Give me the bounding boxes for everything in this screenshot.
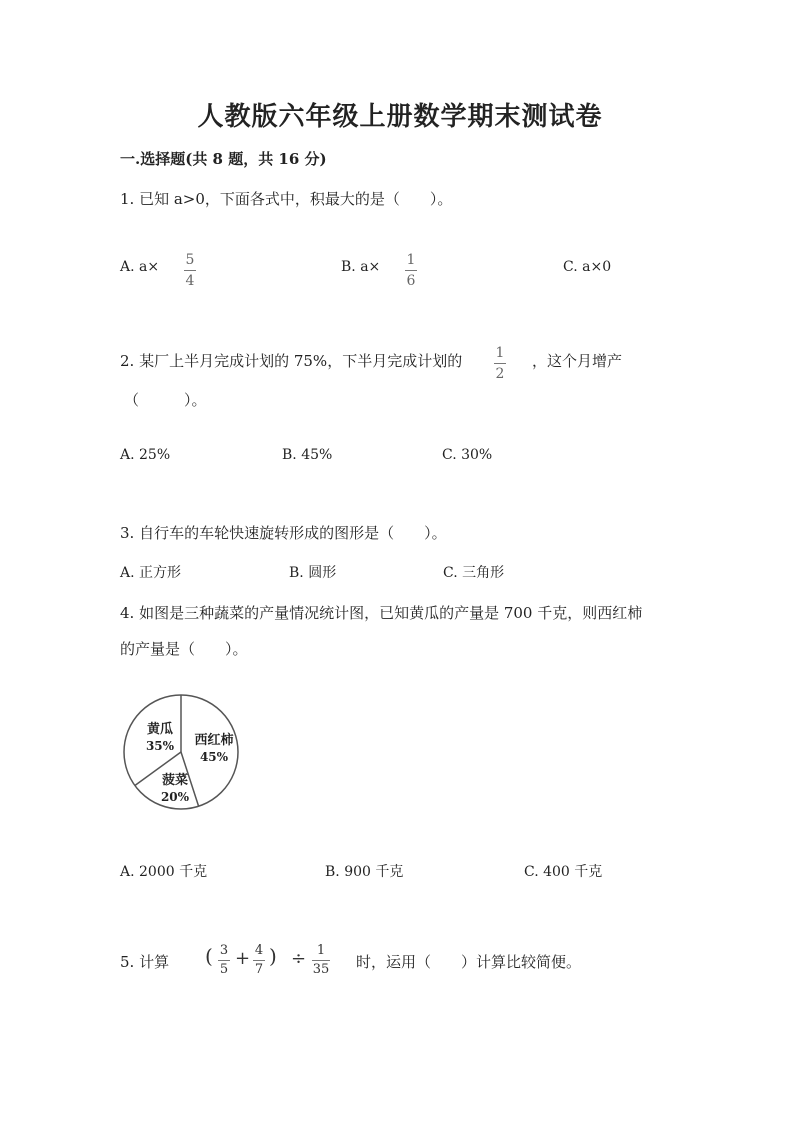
question-3-text: 3. 自行车的车轮快速旋转形成的图形是（ ）。 xyxy=(120,524,447,542)
q4-option-b: B. 900 千克 xyxy=(325,864,404,880)
question-4-text-line1: 4. 如图是三种蔬菜的产量情况统计图，已知黄瓜的产量是 700 千克，则西红柿 xyxy=(120,604,643,622)
q2-option-b: B. 45% xyxy=(282,447,333,463)
q3-option-b: B. 圆形 xyxy=(289,565,337,581)
fraction-denominator: 7 xyxy=(254,962,264,977)
q4-option-a: A. 2000 千克 xyxy=(120,864,208,880)
cucumber-percent: 35% xyxy=(145,739,175,753)
left-parenthesis: ( xyxy=(205,944,213,968)
vegetable-pie-chart xyxy=(120,690,250,820)
question-2-text-tail: ，这个月增产 xyxy=(532,352,623,370)
fraction-denominator: 6 xyxy=(406,273,416,289)
fraction-denominator: 5 xyxy=(219,962,229,977)
spinach-label: 菠菜 xyxy=(161,773,189,788)
cucumber-label: 黄瓜 xyxy=(146,722,174,737)
q1-option-b-label: B. a× xyxy=(341,259,381,275)
fraction-bar xyxy=(494,363,506,364)
q5-fraction-1 xyxy=(218,944,230,977)
q5-fraction-3 xyxy=(312,944,330,977)
q2-option-a: A. 25% xyxy=(120,447,171,463)
question-1-text: 1. 已知 a>0，下面各式中，积最大的是（ ）。 xyxy=(120,190,453,208)
fraction-numerator: 3 xyxy=(219,943,229,958)
fraction-bar xyxy=(253,960,265,961)
fraction-numerator: 5 xyxy=(185,252,195,268)
plus-sign: + xyxy=(235,948,251,969)
question-5-text: 时，运用（ ）计算比较简便。 xyxy=(356,953,582,971)
fraction-bar xyxy=(218,960,230,961)
fraction-numerator: 1 xyxy=(406,252,416,268)
fraction-bar xyxy=(405,270,417,271)
division-sign: ÷ xyxy=(291,948,307,969)
q3-option-a: A. 正方形 xyxy=(120,565,182,581)
fraction-bar xyxy=(184,270,196,271)
question-4-text-line2: 的产量是（ ）。 xyxy=(120,640,248,658)
fraction-numerator: 1 xyxy=(316,943,326,958)
question-5-label: 5. 计算 xyxy=(120,953,170,971)
page-title: 人教版六年级上册数学期末测试卷 xyxy=(197,102,603,132)
fraction-denominator: 4 xyxy=(185,273,195,289)
fraction-denominator: 35 xyxy=(312,962,330,977)
q2-fraction xyxy=(494,345,506,382)
q3-option-c: C. 三角形 xyxy=(443,565,505,581)
q2-option-c: C. 30% xyxy=(442,447,493,463)
section-heading: 一.选择题(共 8 题，共 16 分) xyxy=(120,150,327,168)
tomato-label: 西红柿 xyxy=(194,733,234,748)
q1-option-a-fraction xyxy=(184,252,196,289)
spinach-percent: 20% xyxy=(160,790,190,804)
q4-option-c: C. 400 千克 xyxy=(524,864,603,880)
fraction-numerator: 1 xyxy=(495,345,505,361)
fraction-denominator: 2 xyxy=(495,366,505,382)
right-parenthesis: ) xyxy=(269,944,277,968)
q1-option-c: C. a×0 xyxy=(563,259,612,275)
q5-fraction-2 xyxy=(253,944,265,977)
q1-option-b-fraction xyxy=(405,252,417,289)
fraction-bar xyxy=(312,960,330,961)
q1-option-a-label: A. a× xyxy=(120,259,160,275)
question-2-answer-blank: （ ）。 xyxy=(124,391,207,409)
question-2-text: 2. 某厂上半月完成计划的 75%，下半月完成计划的 xyxy=(120,352,463,370)
tomato-percent: 45% xyxy=(199,750,229,764)
fraction-numerator: 4 xyxy=(254,943,264,958)
